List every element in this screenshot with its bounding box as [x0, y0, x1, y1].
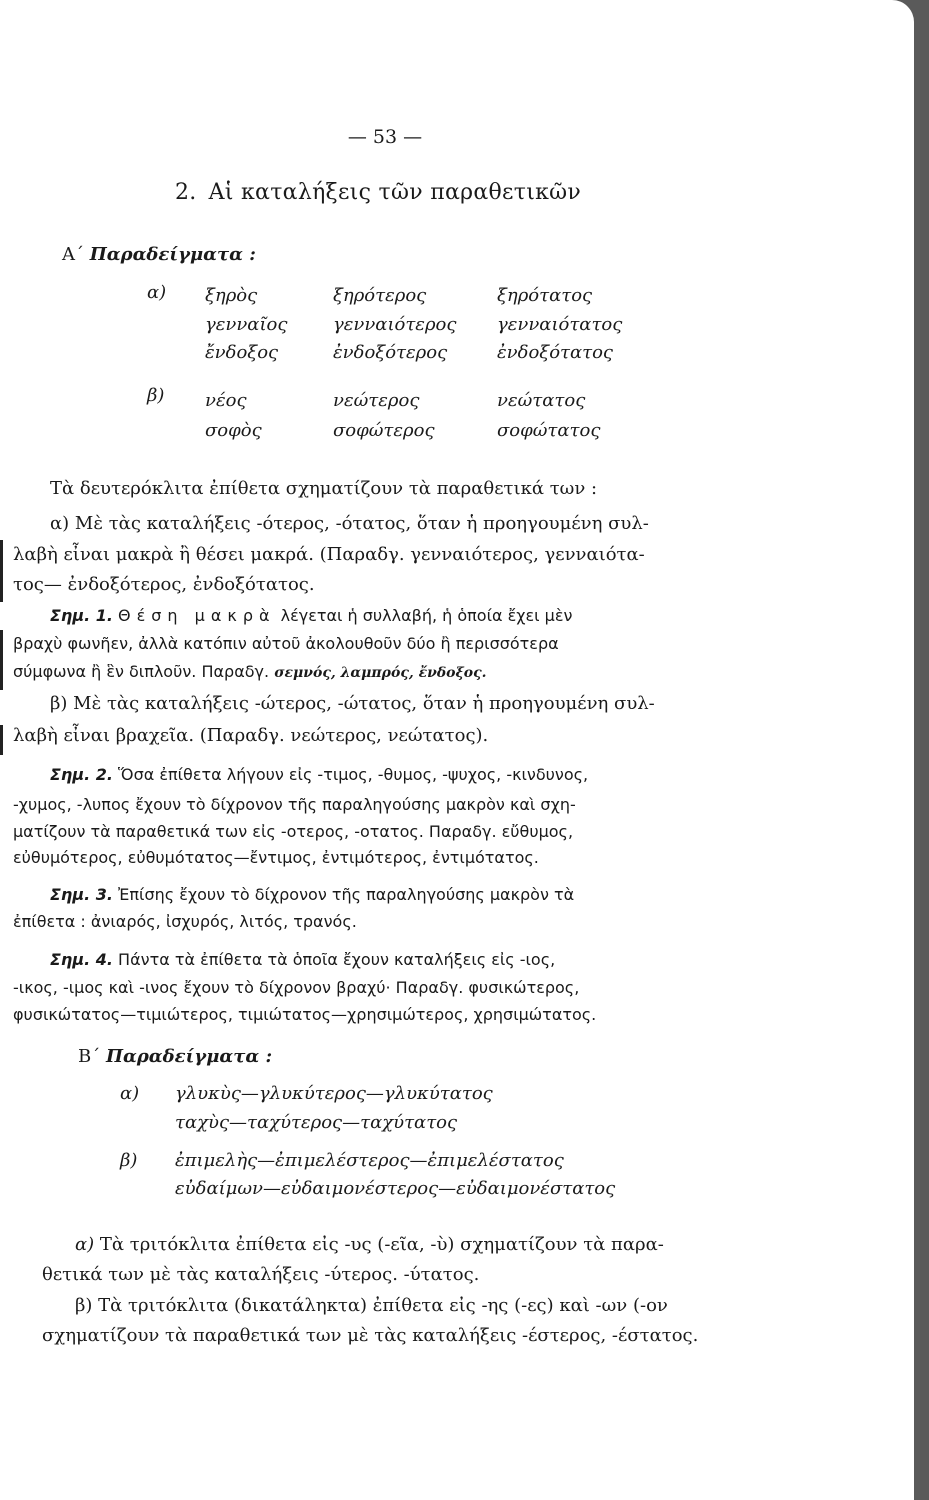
note-2-label: Σημ. 2.: [50, 765, 113, 784]
example-word: ἐνδοξότατος: [497, 342, 614, 363]
part-a-heading: Α΄ Παραδείγματα :: [62, 244, 256, 265]
note-2-line: Σημ. 2. Ὅσα ἐπίθετα λήγουν εἰς -τιμος, -θυμος, -ψυχος, -κινδυνος,: [50, 765, 589, 784]
example-chain: ταχὺς—ταχύτερος—ταχύτατος: [175, 1112, 458, 1133]
final-a-line: α) Τὰ τριτόκλιτα ἐπίθετα εἰς -υς (-εῖα, -ὺ) σχηματίζουν τὰ παρα-: [75, 1234, 664, 1255]
margin-bar: [0, 540, 3, 602]
section-title: Αἱ καταλήξεις τῶν παραθετικῶν: [208, 180, 582, 205]
note-2-line: ματίζουν τὰ παραθετικά των εἰς -οτερος, -οτατος. Παραδγ. εὔθυμος,: [13, 822, 574, 841]
example-word: γενναιότερος: [333, 314, 457, 335]
part-a-label-b: β): [147, 385, 165, 406]
part-b-label-a: α): [120, 1083, 140, 1104]
example-chain: εὐδαίμων—εὐδαιμονέστερος—εὐδαιμονέστατος: [175, 1178, 616, 1199]
section-heading: [175, 180, 581, 205]
note-4-line: φυσικώτατος—τιμιώτερος, τιμιώτατος—χρησιμώτερος, χρησιμώτατος.: [13, 1005, 597, 1024]
part-a-heading-text: Παραδείγματα :: [89, 244, 256, 265]
margin-bar: [0, 630, 3, 690]
rule-a-line: τος— ἐνδοξότερος, ἐνδοξότατος.: [13, 574, 315, 595]
note-4-label: Σημ. 4.: [50, 950, 113, 969]
rule-b-line: λαβὴ εἶναι βραχεῖα. (Παραδγ. νεώτερος, νεώτατος).: [13, 725, 489, 746]
example-word: ἔνδοξος: [205, 342, 279, 363]
example-word: σοφώτερος: [333, 420, 435, 441]
final-a-line: θετικά των μὲ τὰς καταλήξεις -ύτερος. -ύτατος.: [42, 1264, 480, 1285]
example-chain: ἐπιμελὴς—ἐπιμελέστερος—ἐπιμελέστατος: [175, 1150, 564, 1171]
example-word: ξηρότατος: [497, 285, 593, 306]
final-b-line: σχηματίζουν τὰ παραθετικά των μὲ τὰς καταλήξεις -έστερος, -έστατος.: [42, 1325, 699, 1346]
final-b-line: β) Τὰ τριτόκλιτα (δικατάληκτα) ἐπίθετα εἰς -ης (-ες) καὶ -ων (-ον: [75, 1295, 668, 1316]
part-b-label-b: β): [120, 1150, 138, 1171]
example-word: ξηρότερος: [333, 285, 427, 306]
final-a-label: α): [75, 1234, 95, 1255]
example-word: σοφὸς: [205, 420, 262, 441]
note-1-line: σύμφωνα ἢ ἓν διπλοῦν. Παραδγ. σεμνός, λαμπρός, ἔνδοξος.: [13, 662, 487, 681]
rule-a-line: λαβὴ εἶναι μακρὰ ἢ θέσει μακρά. (Παραδγ. γενναιότερος, γενναιότα-: [13, 544, 645, 565]
note-3-label: Σημ. 3.: [50, 885, 113, 904]
page-number: — 53 —: [347, 126, 423, 148]
example-word: νεώτατος: [497, 390, 586, 411]
part-b-heading: Β΄ Παραδείγματα :: [78, 1046, 273, 1067]
example-word: σοφώτατος: [497, 420, 601, 441]
rule-b-line: β) Μὲ τὰς καταλήξεις -ώτερος, -ώτατος, ὅταν ἡ προηγουμένη συλ-: [50, 693, 655, 714]
note-1-term: Θέση μακρὰ: [118, 606, 276, 625]
example-word: γενναῖος: [205, 314, 288, 335]
note-4-line: Σημ. 4. Πάντα τὰ ἐπίθετα τὰ ὁποῖα ἔχουν καταλήξεις εἰς -ιος,: [50, 950, 556, 969]
note-1-label: Σημ. 1.: [50, 606, 113, 625]
note-3-line: Σημ. 3. Ἐπίσης ἔχουν τὸ δίχρονον τῆς παραληγούσης μακρὸν τὰ: [50, 885, 575, 904]
rule-a-line: α) Μὲ τὰς καταλήξεις -ότερος, -ότατος, ὅταν ἡ προηγουμένη συλ-: [50, 513, 649, 534]
example-word: ἐνδοξότερος: [333, 342, 448, 363]
note-1-line: Σημ. 1. Θέση μακρὰ λέγεται ἡ συλλαβή, ἡ ὁποία ἔχει μὲν: [50, 606, 573, 625]
example-word: γενναιότατος: [497, 314, 623, 335]
part-a-label-a: α): [147, 282, 167, 303]
note-4-line: -ικος, -ιμος καὶ -ινος ἔχουν τὸ δίχρονον βραχύ· Παραδγ. φυσικώτερος,: [13, 978, 580, 997]
note-3-line: ἐπίθετα : ἀνιαρός, ἰσχυρός, λιτός, τρανός.: [13, 912, 357, 931]
example-word: νέος: [205, 390, 247, 411]
intro-text: Τὰ δευτερόκλιτα ἐπίθετα σχηματίζουν τὰ παραθετικά των :: [50, 478, 598, 499]
note-2-line: -χυμος, -λυπος ἔχουν τὸ δίχρονον τῆς παραληγούσης μακρὸν καὶ σχη-: [13, 795, 576, 814]
part-b-heading-text: Παραδείγματα :: [105, 1046, 273, 1067]
section-number: 2.: [175, 180, 197, 205]
margin-bar: [0, 725, 3, 755]
note-1-line: βραχὺ φωνῆεν, ἀλλὰ κατόπιν αὐτοῦ ἀκολουθοῦν δύο ἢ περισσότερα: [13, 634, 559, 653]
note-1-examples: σεμνός, λαμπρός, ἔνδοξος.: [274, 665, 487, 681]
example-chain: γλυκὺς—γλυκύτερος—γλυκύτατος: [175, 1083, 493, 1104]
example-word: νεώτερος: [333, 390, 420, 411]
example-word: ξηρὸς: [205, 285, 258, 306]
note-2-line: εὐθυμότερος, εὐθυμότατος—ἔντιμος, ἐντιμότερος, ἐντιμότατος.: [13, 848, 539, 867]
